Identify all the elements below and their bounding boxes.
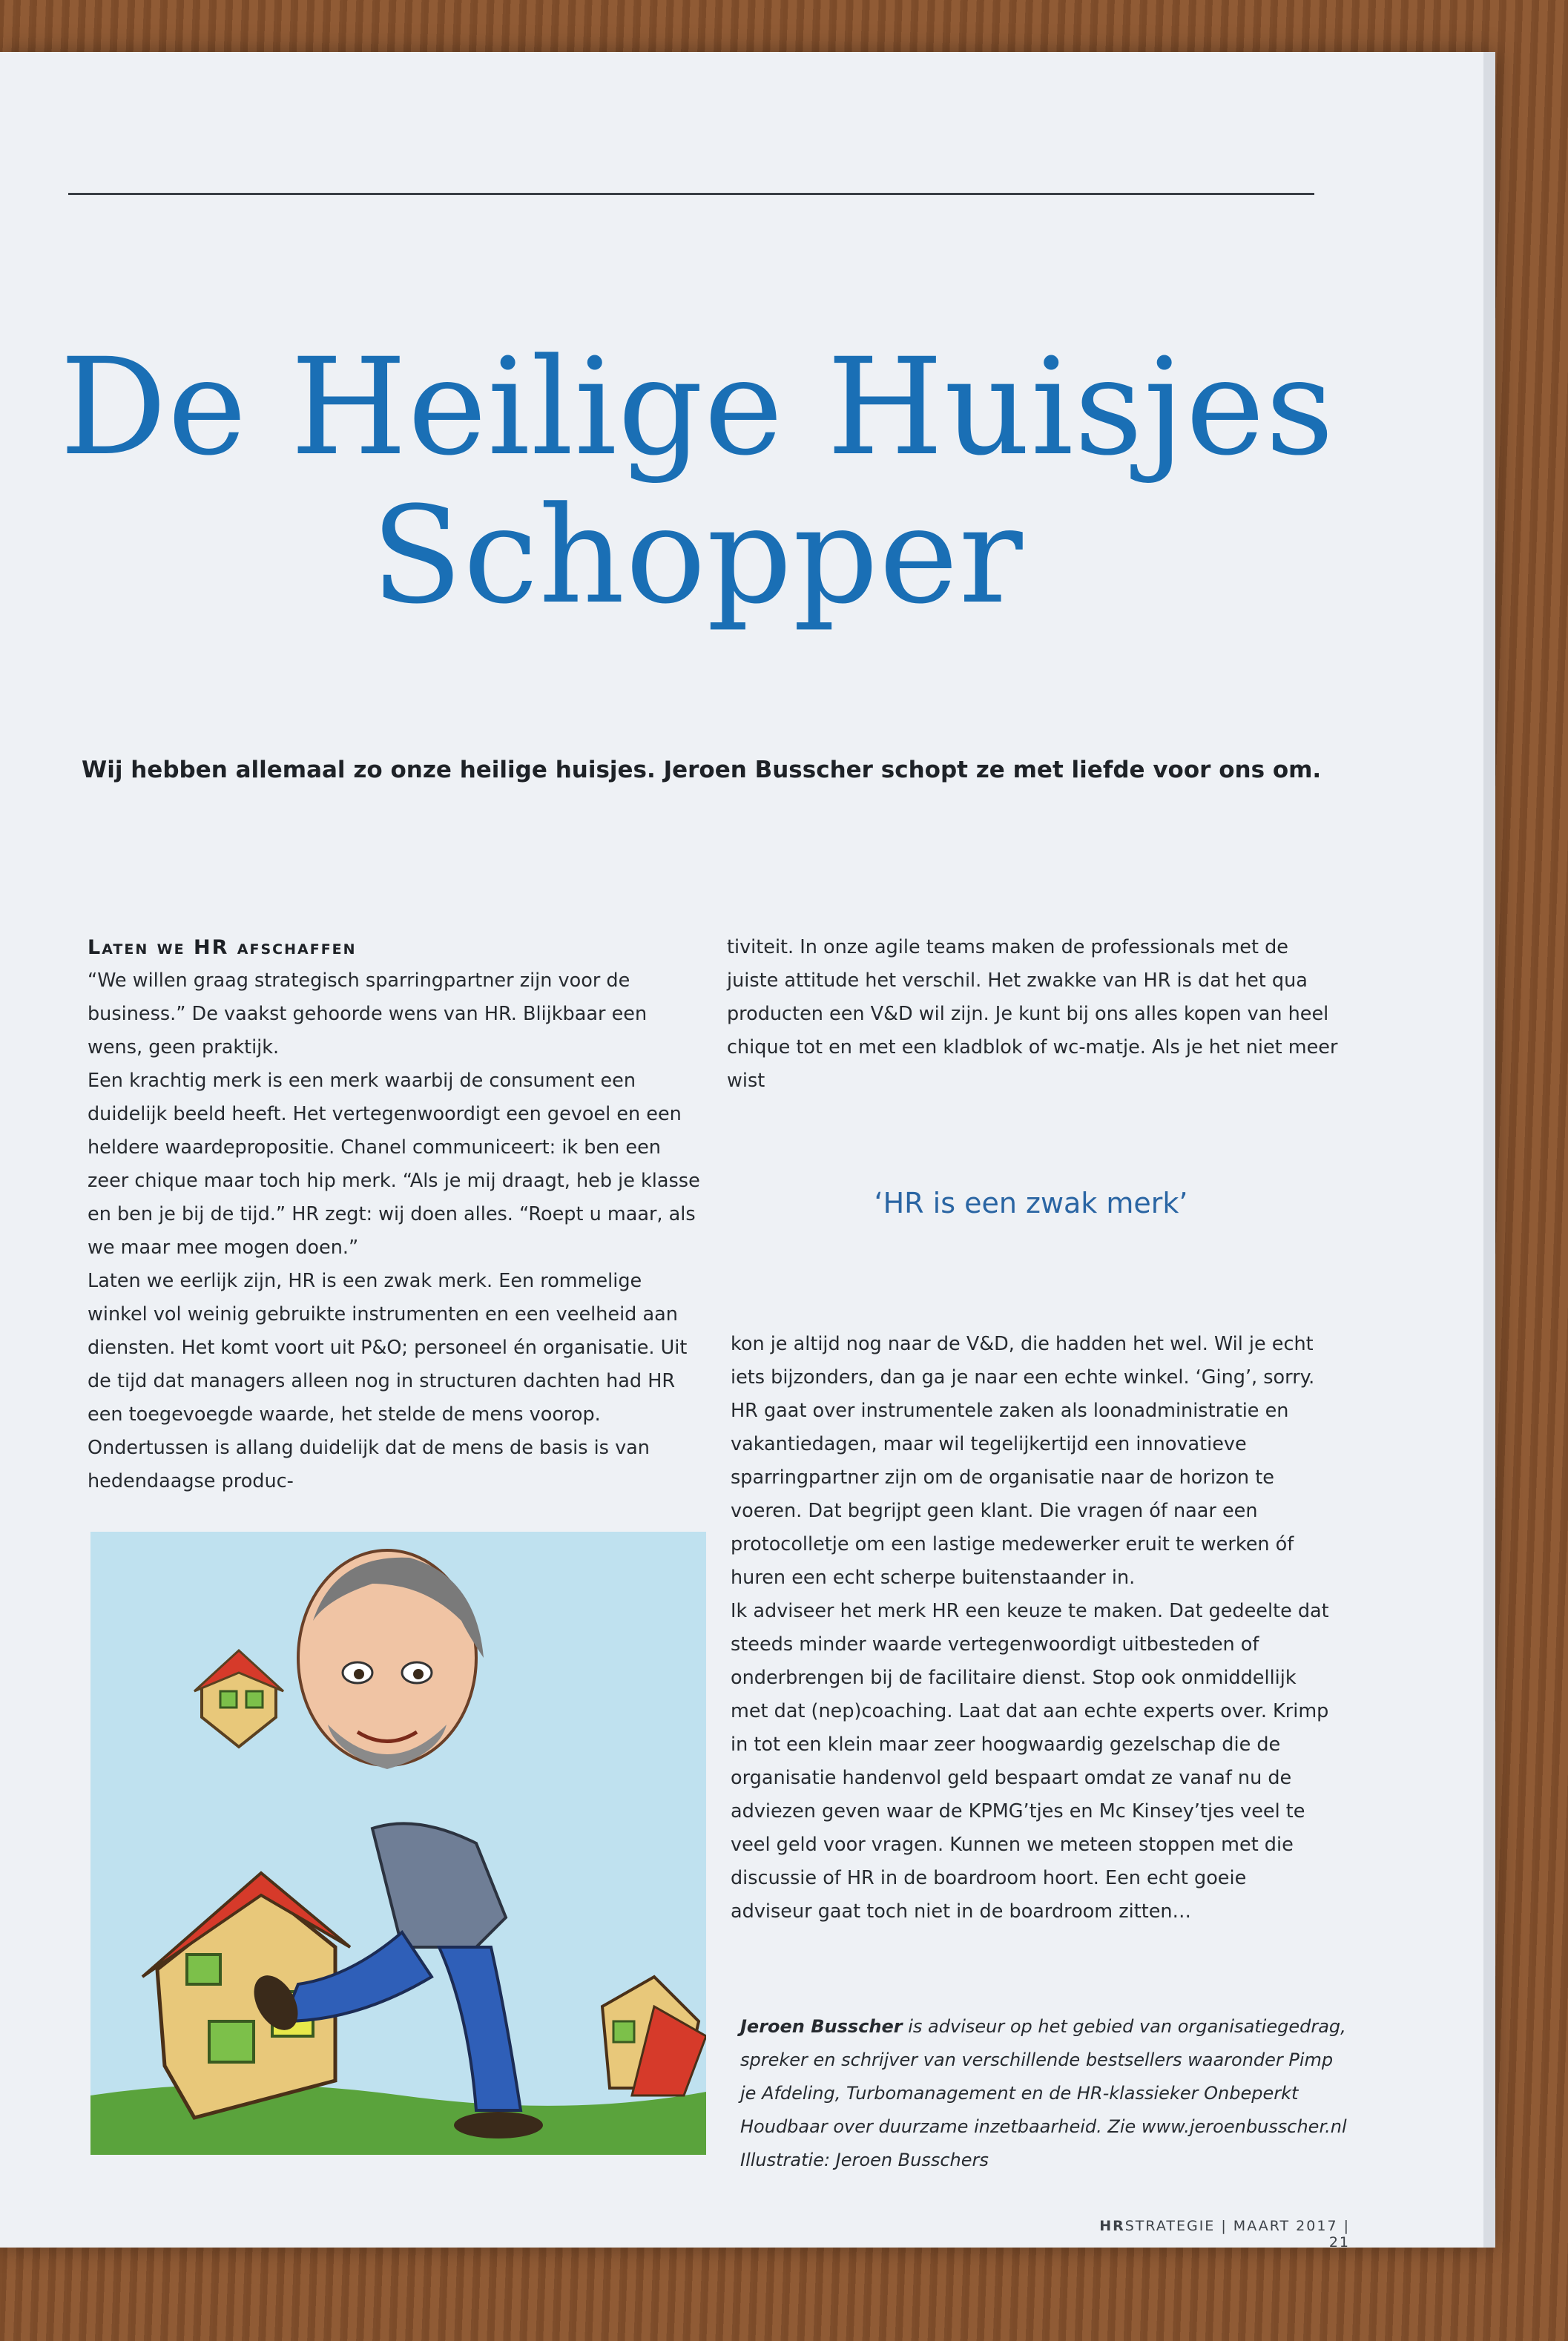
paragraph-1: “We willen graag strategisch sparringpartner zijn voor de business.” De vaakst gehoorde wens van HR. Blijkbaar een wens, geen praktijk. (88, 969, 648, 1058)
page-number: 21 (1328, 2234, 1350, 2251)
magazine-prefix: HR (1099, 2218, 1125, 2234)
article-title (0, 330, 1394, 633)
caricature-man-kicking-houses-icon (90, 1532, 706, 2155)
left-column (88, 931, 703, 1498)
page-footer: HRSTRATEGIE | MAART 2017 | 21 (1099, 2218, 1350, 2251)
issue-date: MAART 2017 (1233, 2218, 1338, 2234)
author-name: Jeroen Busscher (740, 2016, 903, 2037)
section-subhead: Laten we HR afschaffen (88, 936, 357, 959)
top-rule (68, 193, 1314, 195)
article-lead: Wij hebben allemaal zo onze heilige huisjes. Jeroen Busscher schopt ze met liefde voor ons om. (82, 757, 1322, 783)
illustration-credit: Illustratie: Jeroen Busschers (740, 2150, 989, 2170)
paragraph-2: Een krachtig merk is een merk waarbij de consument een duidelijk beeld heeft. Het vertegenwoordigt een gevoel en een heldere waardepropositie. Chanel communiceert: ik ben een zeer chique maar toch hip merk. “Als je mij draagt, heb je klasse en ben je bij de tijd.” HR zegt: wij doen alles. “Roept u maar, als we maar mee mogen doen.” (88, 1070, 700, 1259)
bio-text: is adviseur op het gebied van organisatiegedrag, spreker en schrijver van verschillende bestsellers waaronder Pimp je Afdeling, Turbomanagement en de HR-klassieker Onbeperkt Houdbaar over duurzame inzetbaarheid. Zie www.jeroenbusscher.nl (740, 2016, 1347, 2137)
paragraph-4: kon je altijd nog naar de V&D, die hadden het wel. Wil je echt iets bijzonders, dan ga je naar een echte winkel. ‘Ging’, sorry. HR gaat over instrumentele zaken als loonadministratie en vakantiedagen, maar wil tegelijkertijd een innovatieve sparringpartner zijn om de organisatie naar de horizon te voeren. Dat begrijpt geen klant. Die vragen óf naar een protocolletje om een lastige medewerker eruit te werken óf huren een echt scherpe buitenstaander in. (731, 1333, 1315, 1589)
author-bio (740, 2010, 1348, 2177)
title-line-2: Schopper (371, 478, 1024, 633)
magazine-page (0, 52, 1495, 2251)
right-column-bottom (731, 1328, 1331, 1929)
magazine-suffix: STRATEGIE (1124, 2218, 1216, 2234)
pull-quote: ‘HR is een zwak merk’ (874, 1187, 1188, 1219)
right-column-top (727, 931, 1343, 1098)
title-line-1: De Heilige Huisjes (59, 330, 1335, 485)
paragraph-5: Ik adviseer het merk HR een keuze te maken. Dat gedeelte dat steeds minder waarde vertegenwoordigt uitbesteden of onderbrengen bij de facilitaire dienst. Stop ook onmiddellijk met dat (nep)coaching. Laat dat aan echte experts over. Krimp in tot een klein maar zeer hoogwaardig gezelschap die de organisatie handenvol geld bespaart omdat ze vanaf nu de adviezen geven waar de KPMG’tjes en Mc Kinsey’tjes veel te veel geld voor vragen. Kunnen we meteen stoppen met die discussie of HR in de boardroom hoort. Een echt goeie adviseur gaat toch niet in de boardroom zitten… (731, 1600, 1329, 1923)
paragraph-3: Laten we eerlijk zijn, HR is een zwak merk. Een rommelige winkel vol weinig gebruikte instrumenten en een veelheid aan diensten. Het komt voort uit P&O; personeel én organisatie. Uit de tijd dat managers alleen nog in structuren dachten had HR een toegevoegde waarde, het stelde de mens voorop. Ondertussen is allang duidelijk dat de mens de basis is van hedendaagse produc- (88, 1270, 688, 1492)
right-top-text: tiviteit. In onze agile teams maken de professionals met de juiste attitude het verschil. Het zwakke van HR is dat het qua producten een V&D wil zijn. Je kunt bij ons alles kopen van heel chique tot en met een kladblok of wc-matje. Als je het niet meer wist (727, 936, 1338, 1092)
